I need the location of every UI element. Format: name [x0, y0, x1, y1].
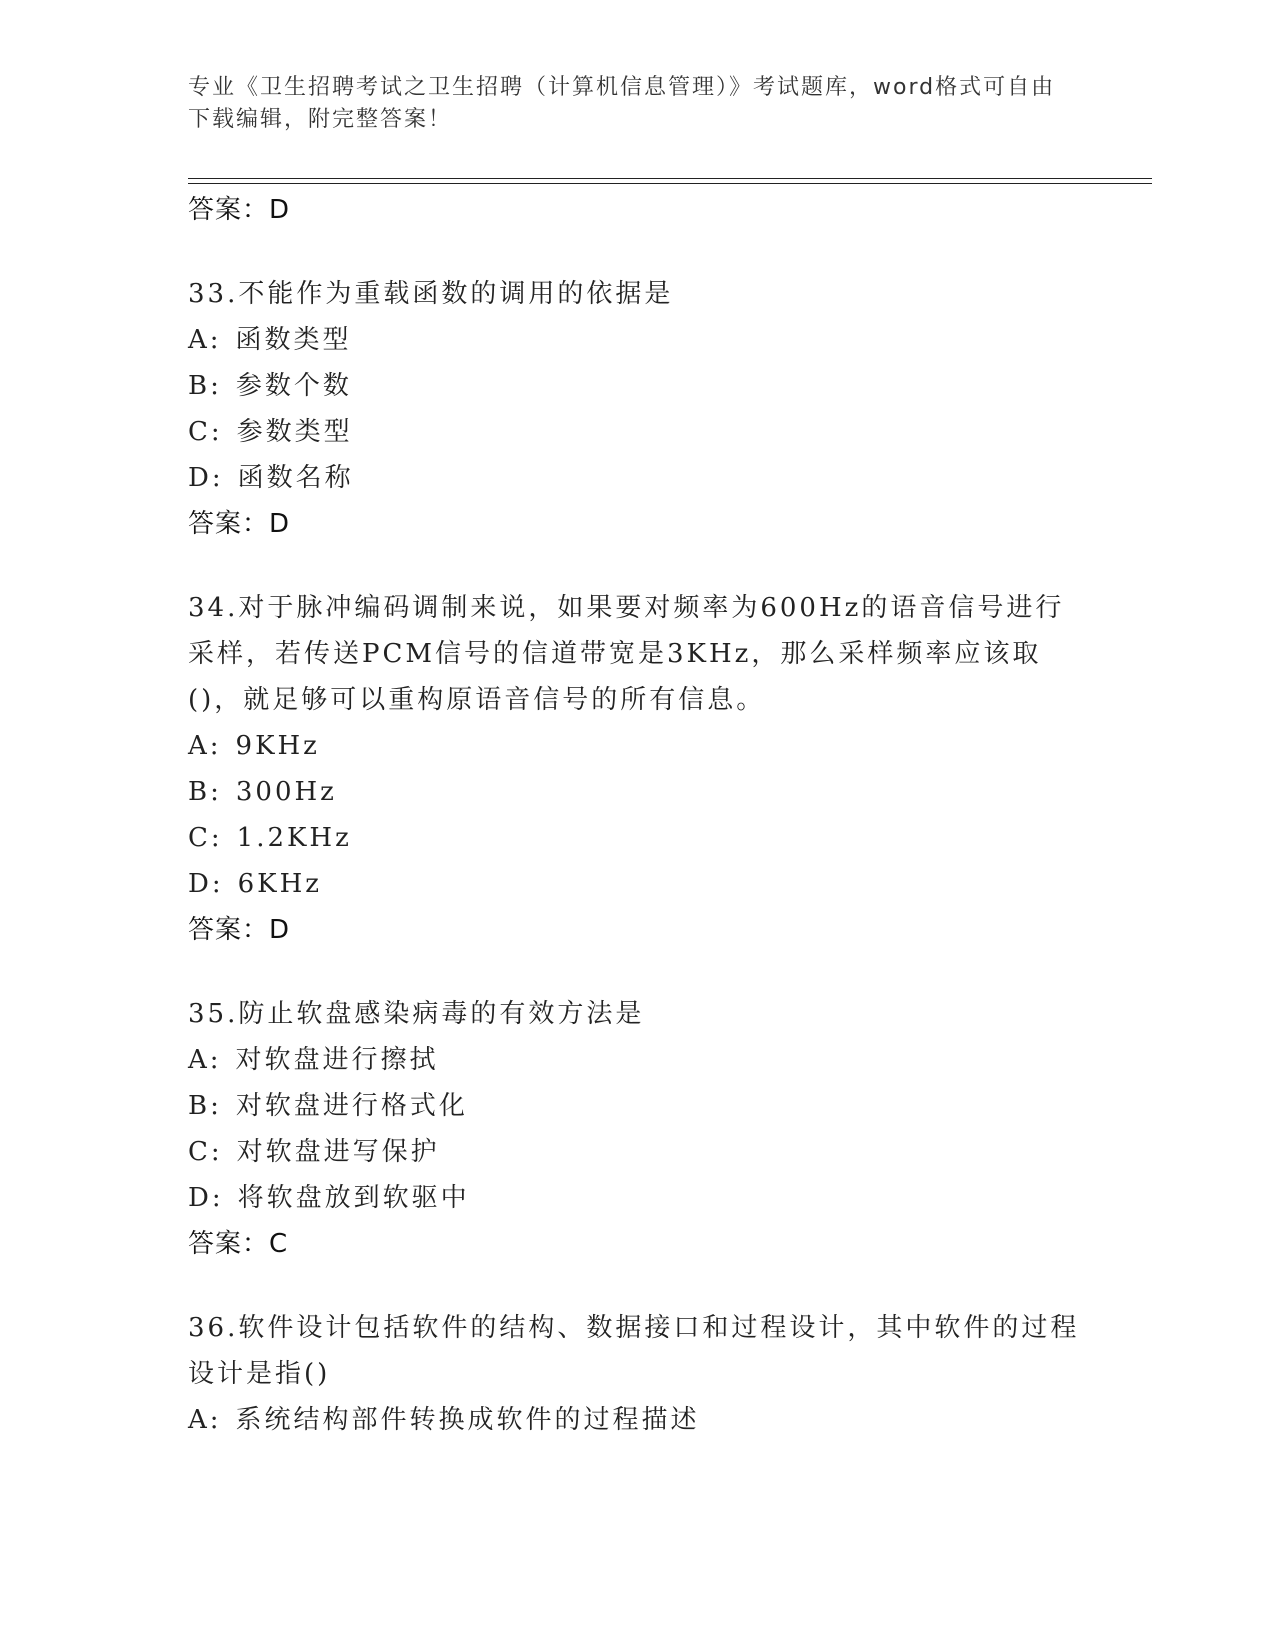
- option-d: [188, 1175, 1088, 1221]
- option-key: C:: [188, 417, 223, 447]
- option-a: [188, 317, 1088, 363]
- option-text: 对软盘进行格式化: [235, 1091, 468, 1121]
- question-36: [188, 1305, 1088, 1443]
- option-c: [188, 815, 1088, 861]
- answer-text: 答案：D: [188, 915, 291, 945]
- page-header: 专业《卫生招聘考试之卫生招聘（计算机信息管理）》考试题库，word格式可自由下载编辑，附完整答案！: [188, 75, 1056, 132]
- header-divider: [188, 183, 1152, 184]
- option-text: 300Hz: [235, 777, 337, 807]
- option-d: [188, 861, 1088, 907]
- option-a: [188, 723, 1088, 769]
- option-text: 参数个数: [235, 371, 352, 401]
- option-text: 函数类型: [235, 325, 352, 355]
- option-key: B:: [188, 371, 222, 401]
- question-list: [188, 187, 1088, 1443]
- option-key: C:: [188, 1137, 223, 1167]
- option-text: 系统结构部件转换成软件的过程描述: [235, 1405, 700, 1435]
- option-c: [188, 1129, 1088, 1175]
- question-34: [188, 585, 1088, 953]
- option-text: 函数名称: [237, 463, 354, 493]
- option-text: 对软盘进写保护: [236, 1137, 440, 1167]
- answer-text: 答案：D: [188, 195, 291, 225]
- option-key: A:: [188, 325, 222, 355]
- question-stem: 34.对于脉冲编码调制来说，如果要对频率为600Hz的语音信号进行采样，若传送PCM信号的信道带宽是3KHz，那么采样频率应该取()，就足够可以重构原语音信号的所有信息。: [188, 593, 1065, 715]
- option-text: 参数类型: [236, 417, 353, 447]
- option-b: [188, 363, 1088, 409]
- option-text: 1.2KHz: [236, 823, 352, 853]
- question-35: [188, 991, 1088, 1267]
- question-stem: 33.不能作为重载函数的调用的依据是: [188, 279, 674, 309]
- option-c: [188, 409, 1088, 455]
- option-text: 对软盘进行擦拭: [235, 1045, 439, 1075]
- option-d: [188, 455, 1088, 501]
- answer-text: 答案：C: [188, 1229, 289, 1259]
- question-stem: 35.防止软盘感染病毒的有效方法是: [188, 999, 645, 1029]
- option-a: [188, 1397, 1088, 1443]
- option-key: C:: [188, 823, 223, 853]
- option-key: A:: [188, 1045, 222, 1075]
- option-text: 6KHz: [237, 869, 322, 899]
- option-key: B:: [188, 777, 222, 807]
- option-a: [188, 1037, 1088, 1083]
- option-key: B:: [188, 1091, 222, 1121]
- option-key: A:: [188, 1405, 222, 1435]
- option-text: 将软盘放到软驱中: [237, 1183, 470, 1213]
- answer-text: 答案：D: [188, 509, 291, 539]
- header-divider: [188, 178, 1152, 179]
- option-key: D:: [188, 463, 224, 493]
- question-stem: 36.软件设计包括软件的结构、数据接口和过程设计，其中软件的过程设计是指(): [188, 1313, 1080, 1389]
- option-key: D:: [188, 869, 224, 899]
- option-key: D:: [188, 1183, 224, 1213]
- option-text: 9KHz: [235, 731, 320, 761]
- option-b: [188, 769, 1088, 815]
- question-33: [188, 271, 1088, 547]
- option-b: [188, 1083, 1088, 1129]
- option-key: A:: [188, 731, 222, 761]
